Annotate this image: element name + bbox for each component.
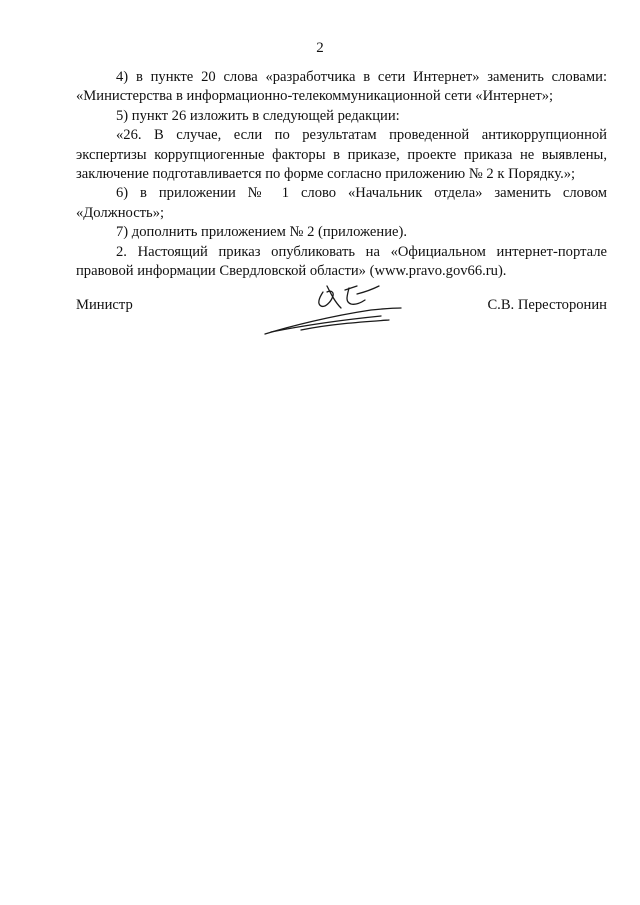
handwritten-signature bbox=[261, 280, 411, 338]
document-body bbox=[76, 68, 607, 281]
paragraph-publication: 2. Настоящий приказ опубликовать на «Официальном интернет-портале правовой информации Свердловской области» (www.pravo.gov66.ru). bbox=[76, 243, 607, 280]
signature-block bbox=[76, 280, 607, 340]
page-number: 2 bbox=[316, 40, 324, 56]
paragraph-item-6: 6) в приложении № 1 слово «Начальник отдела» заменить словом «Должность»; bbox=[76, 185, 607, 221]
paragraph-item-4: 4) в пункте 20 слова «разработчика в сети Интернет» заменить словами: «Министерства в информационно-телекоммуникационной сети «Интернет»; bbox=[76, 69, 607, 105]
signer-title: Министр bbox=[76, 297, 133, 313]
paragraph-item-26-text: «26. В случае, если по результатам проведенной антикоррупционной экспертизы коррупциогенные факторы в приказе, проекте приказа не выявлены, заключение подготавливается по форме согласно приложению № 2 к Порядку.»; bbox=[76, 127, 607, 183]
paragraph-item-7: 7) дополнить приложением № 2 (приложение). bbox=[116, 224, 407, 241]
signer-name: С.В. Пересторонин bbox=[487, 297, 607, 313]
paragraph-item-5: 5) пункт 26 изложить в следующей редакции: bbox=[116, 107, 400, 124]
